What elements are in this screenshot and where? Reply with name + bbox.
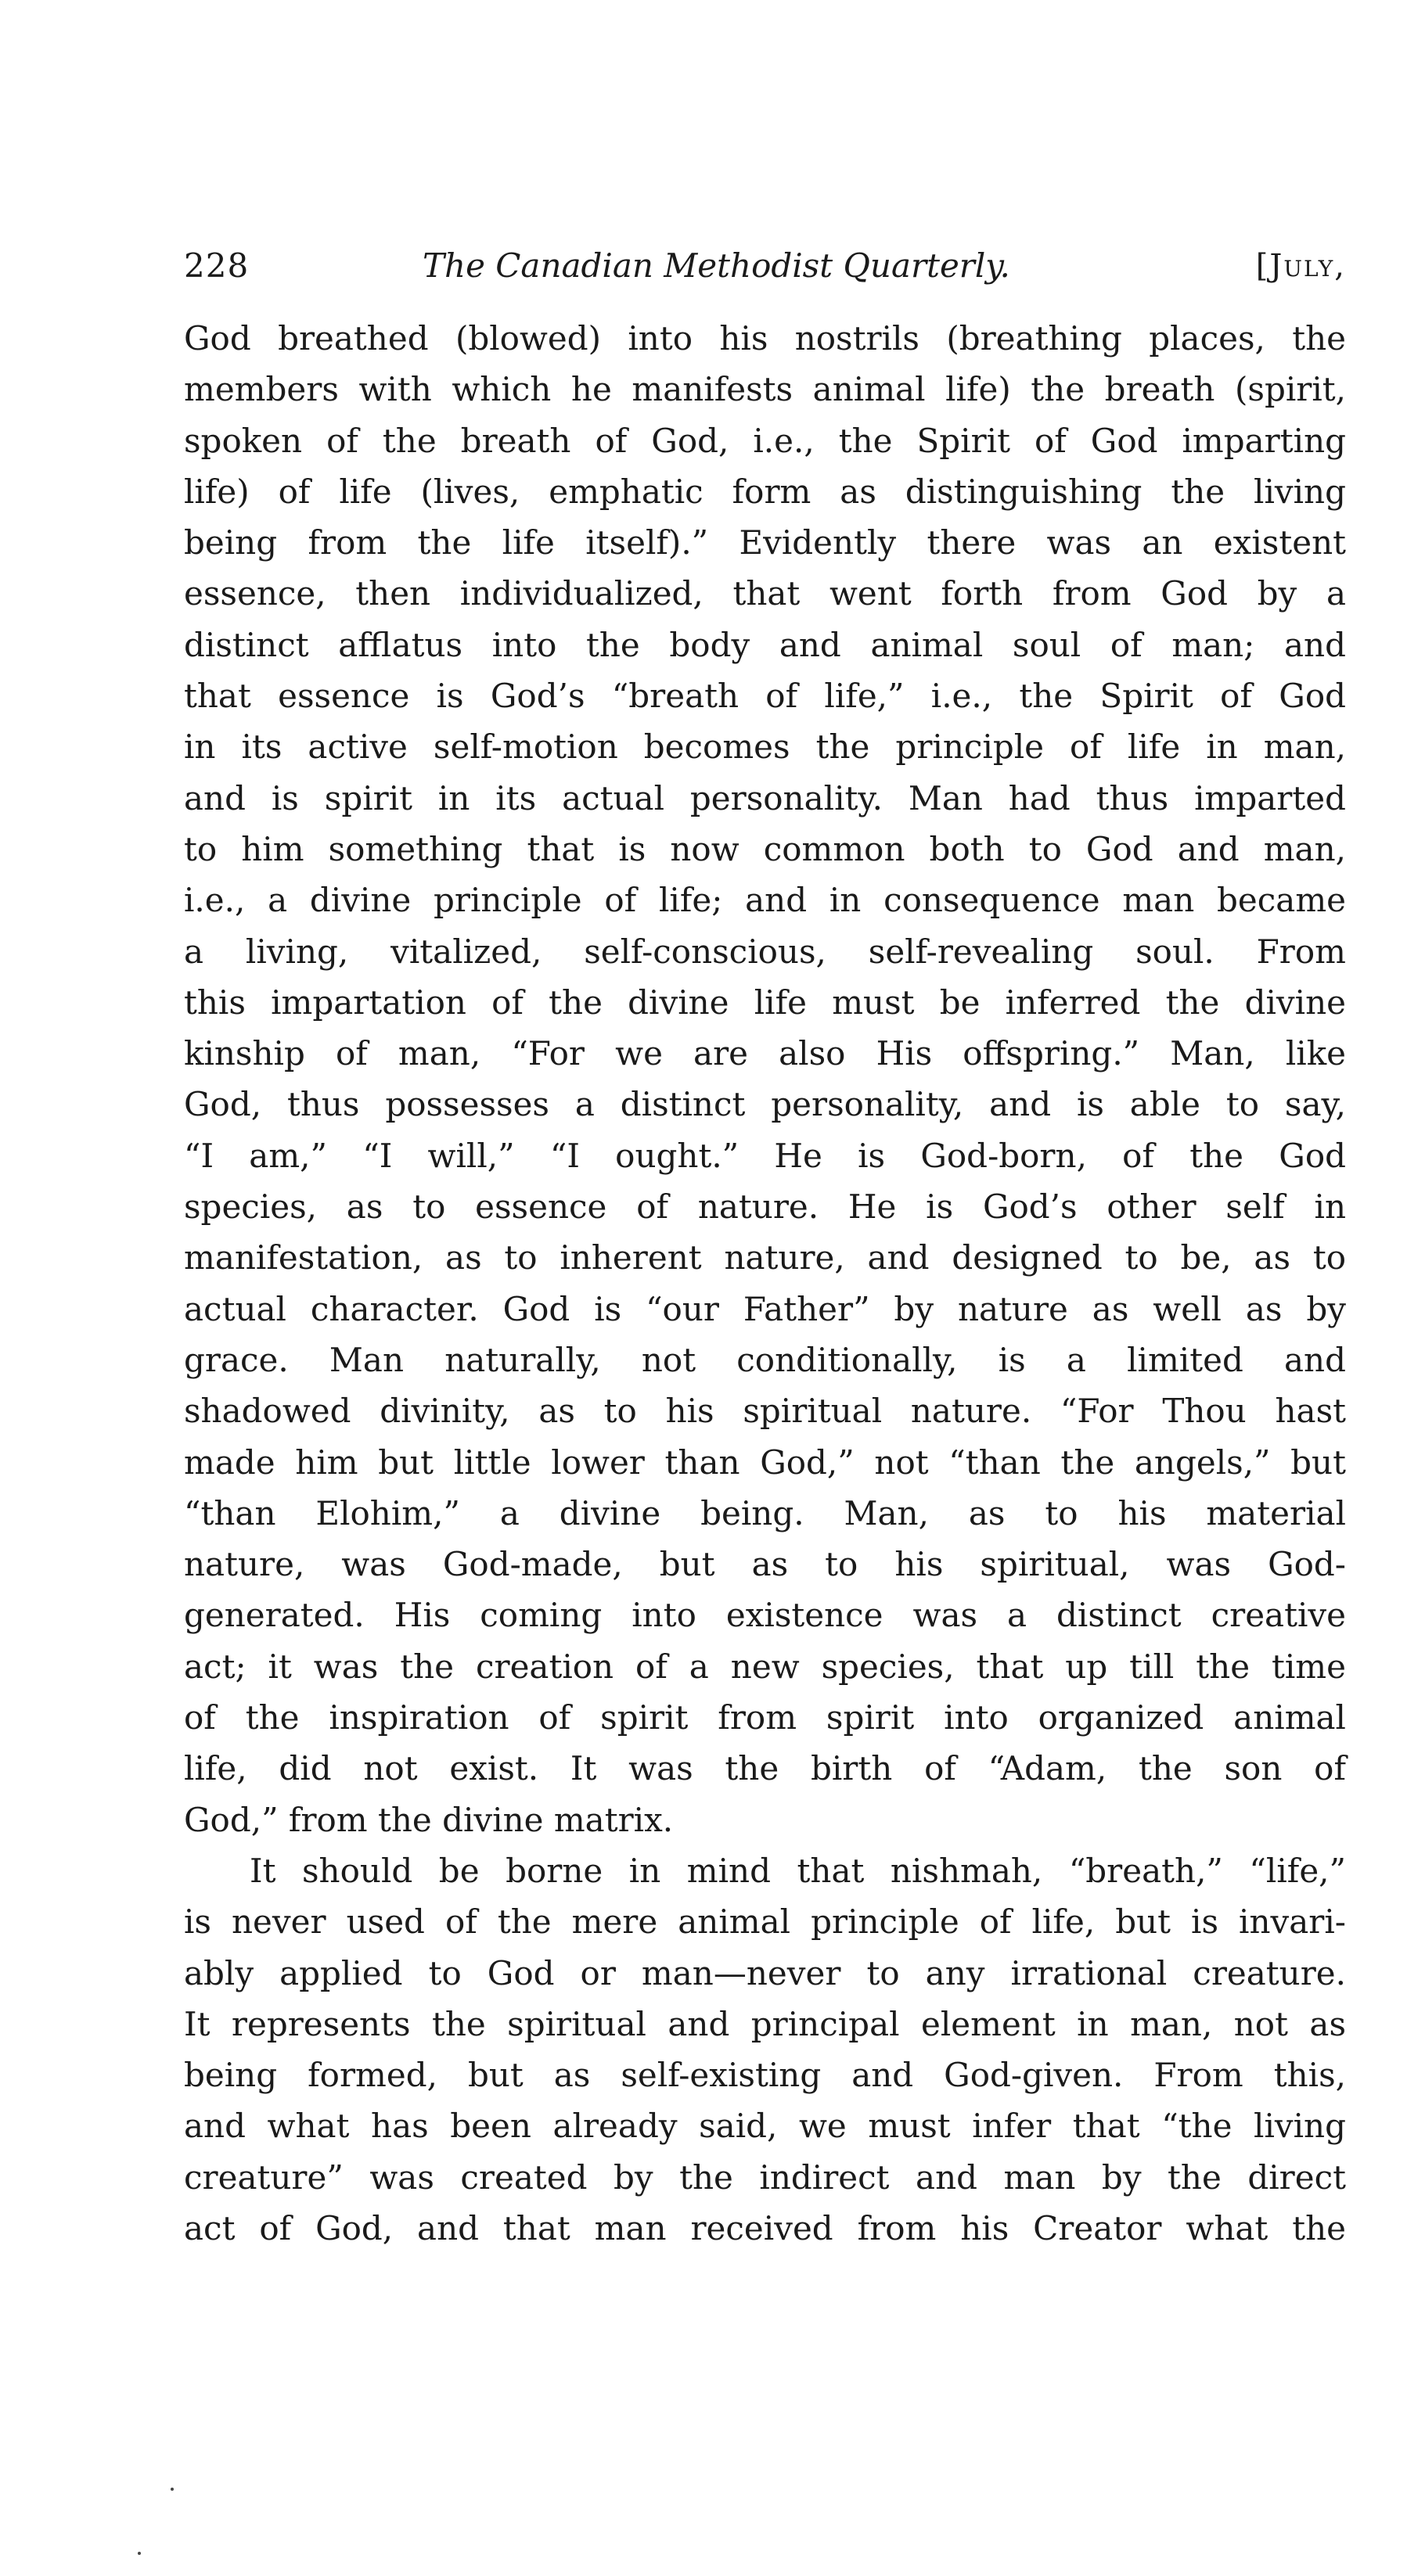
text-line: being from the life itself).” Evidently there was an existent (184, 523, 1346, 562)
text-line: in its active self-motion becomes the principle of life in man, (184, 728, 1346, 767)
text-line: essence, then individualized, that went forth from God by a (184, 574, 1346, 613)
running-head (184, 235, 1346, 297)
scan-speck (171, 2488, 174, 2491)
text-line: “I am,” “I will,” “I ought.” He is God-born, of the God (184, 1136, 1346, 1175)
text-line: nature, was God-made, but as to his spiritual, was God- (184, 1545, 1346, 1584)
text-line: that essence is God’s “breath of life,” i.e., the Spirit of God (184, 677, 1346, 716)
text-line: being formed, but as self-existing and God-given. From this, (184, 2056, 1346, 2095)
text-line: creature” was created by the indirect and man by the direct (184, 2157, 1346, 2197)
text-line: life) of life (lives, emphatic form as distinguishing the living (184, 472, 1346, 511)
text-line: actual character. God is “our Father” by nature as well as by (184, 1289, 1346, 1328)
text-line: a living, vitalized, self-conscious, self-revealing soul. From (184, 932, 1346, 971)
text-line: species, as to essence of nature. He is God’s other self in (184, 1187, 1346, 1227)
text-line: generated. His coming into existence was a distinct creative (184, 1596, 1346, 1635)
text-line: of the inspiration of spirit from spirit into organized animal (184, 1698, 1346, 1737)
text-line: made him but little lower than God,” not “than the angels,” but (184, 1442, 1346, 1482)
body-text (184, 313, 1346, 2254)
text-line: God breathed (blowed) into his nostrils (breathing places, the (184, 319, 1346, 357)
running-head-month: [July, (1255, 248, 1346, 284)
text-line: “than Elohim,” a divine being. Man, as to his material (184, 1493, 1346, 1532)
text-line: life, did not exist. It was the birth of “Adam, the son of (184, 1749, 1346, 1788)
text-line: members with which he manifests animal life) the breath (spirit, (184, 370, 1346, 409)
text-line: ably applied to God or man—never to any irrational creature. (184, 1953, 1346, 1992)
text-line: It represents the spiritual and principal element in man, not as (184, 2004, 1346, 2043)
text-line: kinship of man, “For we are also His offspring.” Man, like (184, 1034, 1346, 1073)
text-line: to him something that is now common both to God and man, (184, 829, 1346, 868)
text-line: act; it was the creation of a new species, that up till the time (184, 1647, 1346, 1686)
text-line: manifestation, as to inherent nature, and designed to be, as to (184, 1238, 1346, 1277)
text-line: and what has been already said, we must infer that “the living (184, 2107, 1346, 2146)
text-line: It should be borne in mind that nishmah, “breath,” “life,” (250, 1851, 1346, 1890)
text-line: spoken of the breath of God, i.e., the Spirit of God imparting (184, 421, 1346, 460)
text-line: distinct afflatus into the body and animal soul of man; and (184, 625, 1346, 664)
text-line: act of God, and that man received from his Creator what the (184, 2208, 1346, 2247)
text-line: is never used of the mere animal principle of life, but is invari- (184, 1902, 1346, 1942)
text-line: and is spirit in its actual personality. Man had thus imparted (184, 778, 1346, 817)
text-line: this impartation of the divine life must be inferred the divine (184, 983, 1346, 1022)
text-line: i.e., a divine principle of life; and in consequence man became (184, 881, 1346, 920)
text-line: shadowed divinity, as to his spiritual nature. “For Thou hast (184, 1392, 1346, 1431)
text-line: grace. Man naturally, not conditionally, is a limited and (184, 1340, 1346, 1379)
text-line: God, thus possesses a distinct personality, and is able to say, (184, 1085, 1346, 1124)
page-number: 228 (184, 246, 250, 285)
journal-title: The Canadian Methodist Quarterly. (423, 246, 1010, 285)
text-line: God,” from the divine matrix. (184, 1800, 674, 1839)
scan-speck (138, 2552, 141, 2555)
